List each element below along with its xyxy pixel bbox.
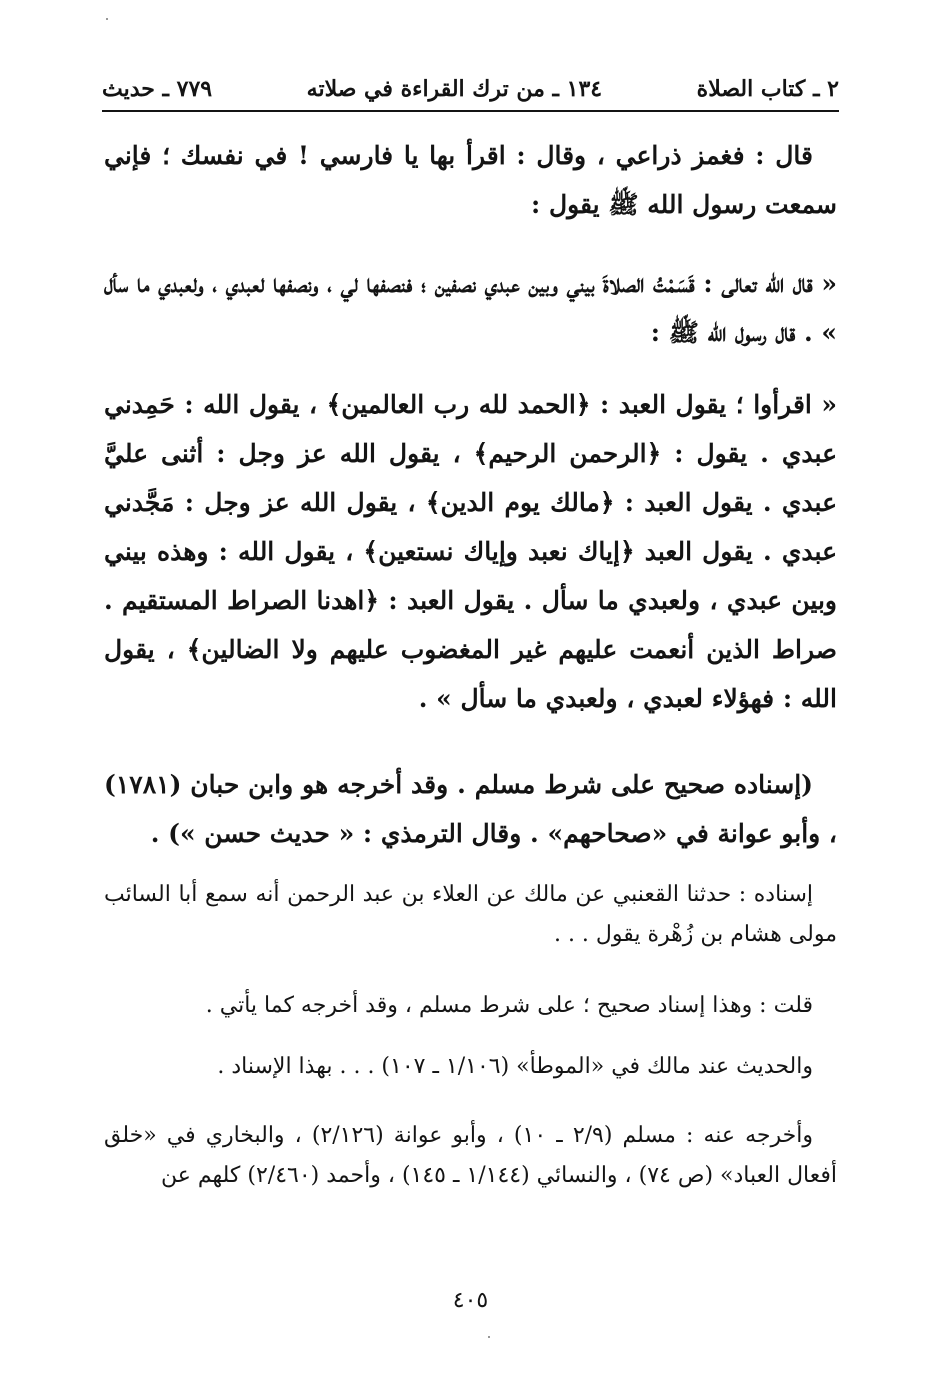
isnad-paragraph: إسناده : حدثنا القعنبي عن مالك عن العلاء بن عبد الرحمن أنه سمع أبا السائب مولى هشام بن زُهْرة يقول . . . bbox=[104, 882, 837, 947]
running-header bbox=[102, 72, 839, 106]
page-number: ٤٠٥ bbox=[452, 1288, 489, 1313]
hadith-paragraph-1: قال : فغمز ذراعي ، وقال : اقرأ بها يا فارسي ! في نفسك ؛ فإني سمعت رسول الله ﷺ يقول : bbox=[104, 141, 837, 219]
takhrij-paragraph: وأخرجه عنه : مسلم (٢/٩ ـ ١٠) ، وأبو عوانة (٢/١٢٦) ، والبخاري في «خلق أفعال العباد» (ص ٧٤) ، والنسائي (١/١٤٤ ـ ١٤٥) ، وأحمد (٢/٤٦٠) كلهم عن bbox=[104, 1123, 837, 1188]
header-divider bbox=[102, 110, 839, 112]
note-paragraph-2: والحديث عند مالك في «الموطأ» (١/١٠٦ ـ ١٠٧) . . . بهذا الإسناد . bbox=[217, 1054, 813, 1079]
hadith-paragraph-3: « اقرأوا ؛ يقول العبد : ﴿الحمد لله رب العالمين﴾ ، يقول الله : حَمِدني عبدي . يقول : ﴿الرحمن الرحيم﴾ ، يقول الله عز وجل : أثنى عليَّ عبدي . يقول العبد : ﴿مالك يوم الدين﴾ ، يقول الله عز وجل : مَجَّدني عبدي . يقول العبد ﴿إياك نعبد وإياك نستعين﴾ ، يقول الله : وهذه بيني وبين عبدي ، ولعبدي ما سأل . يقول العبد : ﴿اهدنا الصراط المستقيم . صراط الذين أنعمت عليهم غير المغضوب عليهم ولا الضالين﴾ ، يقول الله : فهؤلاء لعبدي ، ولعبدي ما سأل » . bbox=[104, 390, 837, 713]
header-section: ١٣٤ ـ من ترك القراءة في صلاته bbox=[306, 76, 603, 102]
note-paragraph-1: قلت : وهذا إسناد صحيح ؛ على شرط مسلم ، وقد أخرجه كما يأتي . bbox=[205, 993, 813, 1018]
scan-speck bbox=[106, 18, 108, 20]
scan-speck bbox=[488, 1336, 490, 1338]
header-hadith-number: ٧٧٩ ـ حديث bbox=[102, 76, 213, 102]
grading-paragraph: (إسناده صحيح على شرط مسلم . وقد أخرجه هو وابن حبان (١٧٨١) ، وأبو عوانة في «صحاحهم» . وقال الترمذي : « حديث حسن ») . bbox=[104, 770, 837, 848]
hadith-paragraph-2: « قال الله تعالى : قَسَمْتُ الصلاةَ بيني وبين عبدي نصفين ؛ فنصفها لي ، ونصفها لعبدي ، ولعبدي ما سأل » . قال رسول الله ﷺ : bbox=[104, 269, 837, 347]
header-chapter: ٢ ـ كتاب الصلاة bbox=[696, 76, 839, 102]
